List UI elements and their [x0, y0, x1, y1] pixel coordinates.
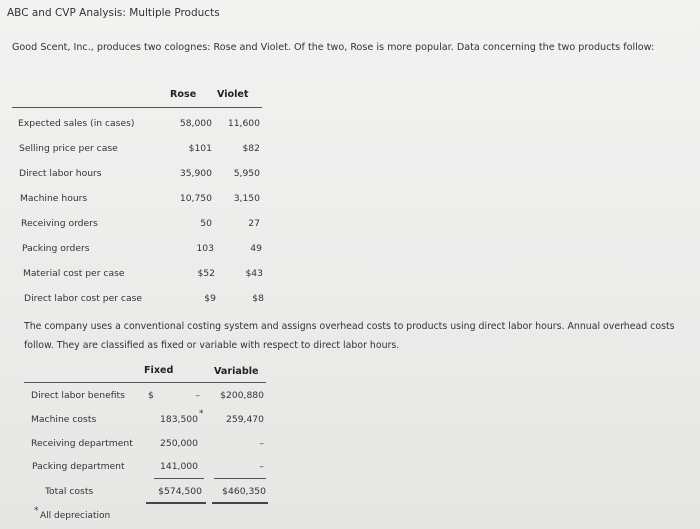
row-label: Selling price per case [19, 143, 118, 154]
footnote-marker: * [34, 506, 39, 516]
variable-value: – [259, 461, 264, 472]
total-double-rule-fixed [146, 502, 206, 504]
col-header-fixed: Fixed [144, 365, 174, 376]
violet-value: $82 [242, 143, 260, 154]
page-title: ABC and CVP Analysis: Multiple Products [7, 7, 220, 19]
variable-value: 259,470 [226, 414, 264, 425]
footnote-marker: * [199, 409, 204, 419]
dollar-sign: $ [148, 390, 154, 401]
variable-value: $200,880 [220, 390, 264, 401]
rose-value: 35,900 [179, 168, 212, 179]
intro-text: Good Scent, Inc., produces two colognes: Rose and Violet. Of the two, Rose is more popular. Data concerning the two products follow: [12, 42, 655, 53]
rose-value: 50 [200, 218, 212, 229]
row-label: Receiving orders [21, 218, 98, 229]
total-fixed-value: $574,500 [158, 486, 202, 497]
table-header-rule [12, 107, 262, 108]
violet-value: 49 [250, 243, 262, 254]
row-label: Machine costs [31, 414, 97, 425]
fixed-value: 183,500 [160, 414, 198, 425]
row-label: Direct labor benefits [31, 390, 125, 401]
col-header-violet: Violet [217, 89, 249, 100]
fixed-value: 141,000 [160, 461, 198, 472]
row-label: Packing department [32, 461, 125, 472]
table-header-rule [24, 382, 266, 383]
overhead-paragraph: The company uses a conventional costing system and assigns overhead costs to products using direct labor hours. Annual overhead costs follow. They are classified as fixed or variable with respect to direct labor hours. [24, 321, 675, 351]
row-label: Packing orders [22, 243, 90, 254]
violet-value: $43 [245, 268, 263, 279]
footnote-text: All depreciation [40, 511, 111, 521]
violet-value: $8 [252, 293, 264, 304]
total-double-rule-variable [212, 502, 268, 504]
fixed-value: – [195, 390, 200, 401]
col-header-variable: Variable [214, 366, 259, 377]
col-header-rose: Rose [170, 89, 197, 100]
row-label: Material cost per case [23, 268, 125, 279]
row-label: Receiving department [31, 438, 133, 449]
violet-value: 27 [248, 218, 260, 229]
violet-value: 5,950 [233, 168, 260, 179]
rose-value: 58,000 [179, 118, 212, 129]
variable-value: – [259, 438, 264, 449]
subtotal-rule-variable [214, 478, 266, 479]
total-label: Total costs [45, 486, 94, 497]
row-label: Machine hours [20, 193, 88, 204]
violet-value: 11,600 [227, 118, 260, 129]
rose-value: $52 [197, 268, 215, 279]
subtotal-rule-fixed [154, 478, 204, 479]
row-label: Expected sales (in cases) [18, 118, 135, 129]
rose-value: $9 [204, 293, 216, 304]
rose-value: $101 [188, 143, 212, 154]
rose-value: 103 [196, 243, 214, 254]
total-variable-value: $460,350 [222, 486, 266, 497]
fixed-value: 250,000 [160, 438, 198, 449]
rose-value: 10,750 [179, 193, 212, 204]
violet-value: 3,150 [233, 193, 260, 204]
row-label: Direct labor cost per case [24, 293, 143, 304]
row-label: Direct labor hours [19, 168, 102, 179]
